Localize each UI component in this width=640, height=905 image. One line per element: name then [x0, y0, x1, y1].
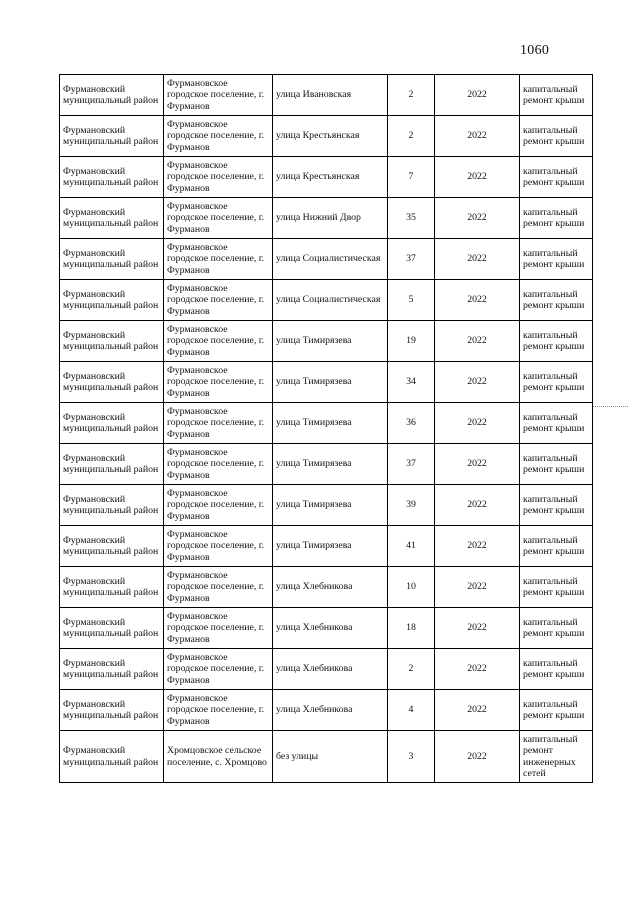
- house-number-cell: 37: [388, 444, 435, 485]
- year-cell: 2022: [435, 608, 520, 649]
- settlement-cell: Фурмановское городское поселение, г. Фурманов: [164, 567, 273, 608]
- table-row: [60, 485, 593, 526]
- district-cell: Фурмановский муниципальный район: [60, 198, 164, 239]
- settlement-cell: Фурмановское городское поселение, г. Фурманов: [164, 526, 273, 567]
- work-type-cell: капитальный ремонт крыши: [520, 444, 593, 485]
- settlement-cell: Фурмановское городское поселение, г. Фурманов: [164, 116, 273, 157]
- year-cell: 2022: [435, 403, 520, 444]
- table-row: [60, 690, 593, 731]
- table-row: [60, 403, 593, 444]
- house-number-cell: 34: [388, 362, 435, 403]
- settlement-cell: Фурмановское городское поселение, г. Фурманов: [164, 239, 273, 280]
- year-cell: 2022: [435, 731, 520, 783]
- district-cell: Фурмановский муниципальный район: [60, 526, 164, 567]
- year-cell: 2022: [435, 280, 520, 321]
- work-type-cell: капитальный ремонт крыши: [520, 116, 593, 157]
- table-row: [60, 362, 593, 403]
- year-cell: 2022: [435, 75, 520, 116]
- house-number-cell: 36: [388, 403, 435, 444]
- work-type-cell: капитальный ремонт крыши: [520, 403, 593, 444]
- table-row: [60, 116, 593, 157]
- table-row: [60, 157, 593, 198]
- street-cell: улица Хлебникова: [273, 690, 388, 731]
- settlement-cell: Фурмановское городское поселение, г. Фурманов: [164, 75, 273, 116]
- settlement-cell: Фурмановское городское поселение, г. Фурманов: [164, 444, 273, 485]
- table-row: [60, 239, 593, 280]
- work-type-cell: капитальный ремонт инженерных сетей: [520, 731, 593, 783]
- year-cell: 2022: [435, 116, 520, 157]
- work-type-cell: капитальный ремонт крыши: [520, 362, 593, 403]
- district-cell: Фурмановский муниципальный район: [60, 280, 164, 321]
- house-number-cell: 2: [388, 649, 435, 690]
- work-type-cell: капитальный ремонт крыши: [520, 567, 593, 608]
- year-cell: 2022: [435, 239, 520, 280]
- year-cell: 2022: [435, 690, 520, 731]
- house-number-cell: 37: [388, 239, 435, 280]
- street-cell: без улицы: [273, 731, 388, 783]
- house-number-cell: 10: [388, 567, 435, 608]
- year-cell: 2022: [435, 362, 520, 403]
- work-type-cell: капитальный ремонт крыши: [520, 649, 593, 690]
- house-number-cell: 7: [388, 157, 435, 198]
- work-type-cell: капитальный ремонт крыши: [520, 280, 593, 321]
- street-cell: улица Тимирязева: [273, 485, 388, 526]
- table-row: [60, 526, 593, 567]
- street-cell: улица Тимирязева: [273, 321, 388, 362]
- table-row: [60, 280, 593, 321]
- year-cell: 2022: [435, 198, 520, 239]
- district-cell: Фурмановский муниципальный район: [60, 567, 164, 608]
- district-cell: Фурмановский муниципальный район: [60, 321, 164, 362]
- street-cell: улица Хлебникова: [273, 567, 388, 608]
- work-type-cell: капитальный ремонт крыши: [520, 239, 593, 280]
- street-cell: улица Ивановская: [273, 75, 388, 116]
- work-type-cell: капитальный ремонт крыши: [520, 690, 593, 731]
- repair-schedule-table: [59, 74, 593, 783]
- page-number: 1060: [520, 43, 550, 58]
- table-row: [60, 198, 593, 239]
- house-number-cell: 3: [388, 731, 435, 783]
- district-cell: Фурмановский муниципальный район: [60, 649, 164, 690]
- street-cell: улица Тимирязева: [273, 526, 388, 567]
- settlement-cell: Фурмановское городское поселение, г. Фурманов: [164, 608, 273, 649]
- house-number-cell: 18: [388, 608, 435, 649]
- table-row: [60, 608, 593, 649]
- street-cell: улица Социалистическая: [273, 280, 388, 321]
- table-row: [60, 321, 593, 362]
- table-body: [60, 75, 593, 783]
- house-number-cell: 4: [388, 690, 435, 731]
- settlement-cell: Фурмановское городское поселение, г. Фурманов: [164, 321, 273, 362]
- work-type-cell: капитальный ремонт крыши: [520, 321, 593, 362]
- district-cell: Фурмановский муниципальный район: [60, 239, 164, 280]
- table-row: [60, 444, 593, 485]
- year-cell: 2022: [435, 649, 520, 690]
- work-type-cell: капитальный ремонт крыши: [520, 526, 593, 567]
- table-row: [60, 731, 593, 783]
- house-number-cell: 2: [388, 75, 435, 116]
- street-cell: улица Социалистическая: [273, 239, 388, 280]
- district-cell: Фурмановский муниципальный район: [60, 690, 164, 731]
- year-cell: 2022: [435, 526, 520, 567]
- street-cell: улица Тимирязева: [273, 444, 388, 485]
- district-cell: Фурмановский муниципальный район: [60, 403, 164, 444]
- year-cell: 2022: [435, 157, 520, 198]
- settlement-cell: Фурмановское городское поселение, г. Фурманов: [164, 403, 273, 444]
- table-row: [60, 567, 593, 608]
- settlement-cell: Фурмановское городское поселение, г. Фурманов: [164, 157, 273, 198]
- district-cell: Фурмановский муниципальный район: [60, 608, 164, 649]
- house-number-cell: 39: [388, 485, 435, 526]
- settlement-cell: Фурмановское городское поселение, г. Фурманов: [164, 485, 273, 526]
- street-cell: улица Хлебникова: [273, 649, 388, 690]
- street-cell: улица Тимирязева: [273, 403, 388, 444]
- house-number-cell: 41: [388, 526, 435, 567]
- scan-artifact: [592, 406, 628, 407]
- district-cell: Фурмановский муниципальный район: [60, 485, 164, 526]
- work-type-cell: капитальный ремонт крыши: [520, 608, 593, 649]
- house-number-cell: 2: [388, 116, 435, 157]
- street-cell: улица Крестьянская: [273, 116, 388, 157]
- street-cell: улица Тимирязева: [273, 362, 388, 403]
- table-row: [60, 649, 593, 690]
- settlement-cell: Фурмановское городское поселение, г. Фурманов: [164, 198, 273, 239]
- settlement-cell: Фурмановское городское поселение, г. Фурманов: [164, 362, 273, 403]
- district-cell: Фурмановский муниципальный район: [60, 444, 164, 485]
- settlement-cell: Фурмановское городское поселение, г. Фурманов: [164, 280, 273, 321]
- house-number-cell: 35: [388, 198, 435, 239]
- district-cell: Фурмановский муниципальный район: [60, 362, 164, 403]
- district-cell: Фурмановский муниципальный район: [60, 116, 164, 157]
- district-cell: Фурмановский муниципальный район: [60, 75, 164, 116]
- house-number-cell: 5: [388, 280, 435, 321]
- district-cell: Фурмановский муниципальный район: [60, 731, 164, 783]
- work-type-cell: капитальный ремонт крыши: [520, 485, 593, 526]
- settlement-cell: Фурмановское городское поселение, г. Фурманов: [164, 690, 273, 731]
- work-type-cell: капитальный ремонт крыши: [520, 75, 593, 116]
- work-type-cell: капитальный ремонт крыши: [520, 198, 593, 239]
- year-cell: 2022: [435, 444, 520, 485]
- settlement-cell: Хромцовское сельское поселение, с. Хромцово: [164, 731, 273, 783]
- work-type-cell: капитальный ремонт крыши: [520, 157, 593, 198]
- table-row: [60, 75, 593, 116]
- district-cell: Фурмановский муниципальный район: [60, 157, 164, 198]
- house-number-cell: 19: [388, 321, 435, 362]
- street-cell: улица Хлебникова: [273, 608, 388, 649]
- year-cell: 2022: [435, 567, 520, 608]
- year-cell: 2022: [435, 321, 520, 362]
- settlement-cell: Фурмановское городское поселение, г. Фурманов: [164, 649, 273, 690]
- street-cell: улица Крестьянская: [273, 157, 388, 198]
- year-cell: 2022: [435, 485, 520, 526]
- street-cell: улица Нижний Двор: [273, 198, 388, 239]
